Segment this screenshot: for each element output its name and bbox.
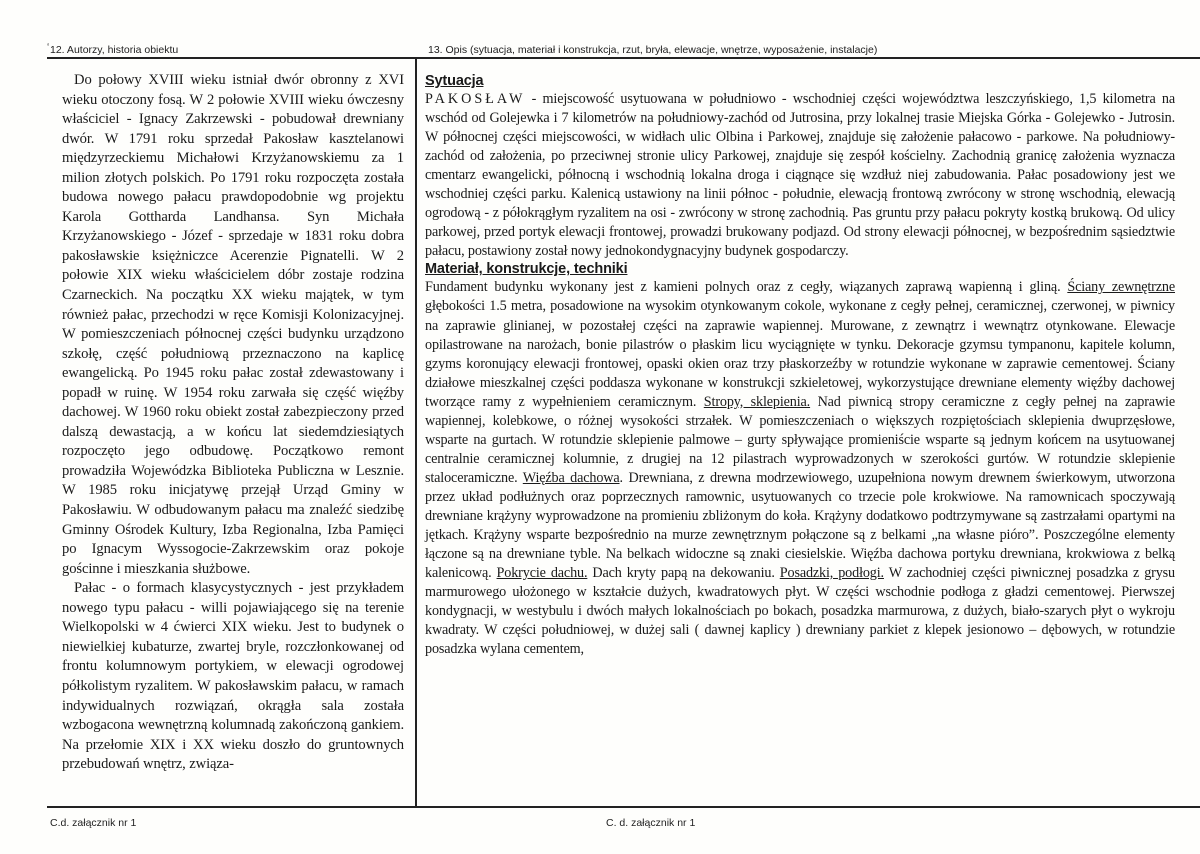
right-column-header: 13. Opis (sytuacja, materiał i konstrukcja, rzut, bryła, elewacje, wnętrze, wyposażenie, instalacje) [428, 44, 878, 56]
margin-mark: ‘ [47, 42, 50, 53]
walls-text: głębokości 1.5 metra, posadowione na wysokim otynkowanym cokole, wykonane z cegły pełnej, ceramicznej, czerwonej, w piwnicy na zaprawie glinianej, w pozostałej części na zaprawie wapiennej. Murowane, z zewnątrz i wewnątrz otynkowane. Elewacje opilastrowane na narożach, bonie pilastrów o płaskim licu wyciągnięte w tynku. Dekoracje gzymsu tympanonu, kapitele kolumn, gzyms koronujący elewacji frontowej, opaski okien oraz trzy płaskorzeźby w rotundzie wykonane w zaprawie cementowej. Ściany działowe mieszkalnej części poddasza wykonane w konstrukcji szkieletowej, wykorzystujące drewniane elementy więźby dachowej tworzące ramy z wypełnieniem ceramicznym. [425, 298, 1175, 410]
left-column-header: 12. Autorzy, historia obiektu [50, 44, 179, 56]
history-column [62, 71, 404, 775]
walls-label: Ściany zewnętrzne [1067, 279, 1175, 296]
description-column [425, 73, 1175, 659]
situation-text: - miejscowość usytuowana w południowo - wschodniej części województwa leszczyńskiego, 1,5 kilometra na wschód od Golejewka i 7 kilometrów na południowy-zachód od Jutrosina, przy lokalnej trasie Miejska Górka - Golejewko - Jutrosin. W północnej części miejscowości, w widłach ulic Olbina i Parkowej, znajduje się założenie pałacowo - parkowe. Na południowy-zachód od założenia, po przeciwnej stronie ulicy Parkowej, znajduje się zespół kościelny. Zachodnią granicę założenia wyznacza cmentarz ewangelicki, północną i wschodnią lokalna droga i ciągnące się wzdłuż niej zabudowania. Pałac posadowiony jest we wschodniej części parku. Kalenicą ustawiony na linii północ - południe, elewacją frontową zwrócony w stronę wschodnią, elewacją ogrodową - z półokrągłym ryzalitem na osi - zwrócony w stronę zachodnią. Pas gruntu przy pałacu pokryty kostką brukową. Od ulicy parkowej, przed portyk elewacji frontowej, prowadzi brukowany podjazd. Od strony elewacji północnej, w bezpośrednim sąsiedztwie pałacu, postawiony został nowy jednokondygnacyjny budynek gospodarczy. [425, 91, 1175, 260]
ceilings-text: Nad piwnicą stropy ceramiczne z cegły pełnej na zaprawie wapiennej, kolebkowe, o różnej wysokości strzałek. W pomieszczeniach o większych rozpiętościach sklepienia dwuprzęsłowe, wsparte na gurtach. W rotundzie sklepienie palmowe – gurty spływające promieniście wsparte są jednym końcem na usytuowanej centralnie ceramicznej kolumnie, z drugiej na 12 pilastrach wyprowadzonych w szerokości gurtów. W rotundzie sklepienie staloceramiczne. [425, 393, 1175, 486]
situation-heading: Sytuacja [425, 73, 484, 89]
roofing-text: Dach kryty papą na dekowaniu. [587, 565, 780, 582]
floors-text: W zachodniej części piwnicznej posadzka z grysu marmurowego ułożonego w kształcie dużych, kwadratowych płyt. W części wschodnie podłoga z gładzi cementowej. Pierwszej kondygnacji, w westybulu i dwóch małych lokalnościach po bokach, posadzka marmurowa, z dużych, biało-szarych płyt o wykroju kwadraty. W części południowej, w dużej sali ( dawnej kaplicy ) drewniany parkiet z klepek jesionowo – dębowych, w rotundzie posadzka wylana cementem, [425, 565, 1175, 658]
roof-truss-label: Więźba dachowa [522, 469, 620, 486]
materials-paragraph [425, 278, 1175, 659]
column-divider [415, 57, 417, 808]
ceilings-label: Stropy, sklepienia. [703, 393, 811, 410]
right-footer: C. d. załącznik nr 1 [606, 817, 696, 829]
top-divider [47, 57, 1200, 59]
situation-paragraph [425, 90, 1175, 261]
bottom-divider [47, 806, 1200, 808]
history-paragraph-2: Pałac - o formach klasycystycznych - jest przykładem nowego typu pałacu - willi pojawiającego się na terenie Wielkopolski w 4 ćwierci XIX wieku. Jest to budynek o niewielkiej kubaturze, zwartej bryle, rozczłonkowanej od frontu kolumnowym portykiem, w elewacji ogrodowej półkolistym ryzalitem. W pakosławskim pałacu, w ramach indywidualnych rozwiązań, okrągła sala została wzbogacona wewnętrzną kolumnadą zakończoną gankiem. Na przełomie XIX i XX wieku doszło do gruntownych przebudowań wnętrz, związa- [62, 580, 404, 773]
left-footer: C.d. załącznik nr 1 [50, 817, 137, 829]
floors-label: Posadzki, podłogi. [779, 565, 884, 582]
foundation-text: Fundament budynku wykonany jest z kamieni polnych oraz z cegły, wiązanych zaprawą wapienną i gliną. [425, 279, 1068, 296]
roofing-label: Pokrycie dachu. [496, 565, 588, 582]
materials-heading: Materiał, konstrukcje, techniki [425, 261, 628, 278]
history-paragraph-1: Do połowy XVIII wieku istniał dwór obronny z XVI wieku otoczony fosą. W 2 połowie XVIII wieku ówczesny właściciel - Ignacy Zakrzewski - pobudował drewniany dwór. W 1791 roku sprzedał Pakosław kasztelanowi międzyrzeckiemu Michałowi Krzyżanowskiemu za 1 milion złotych polskich. Po 1791 roku rozpoczęta została budowa nowego pałacu prawdopodobnie wg projektu Karola Gottharda Landhansa. Syn Michała Krzyżanowskiego - Józef - sprzedaje w 1831 roku dobra pakosławskie księżniczce Acerenzie Pignatelli. W 2 połowie XIX wieku właścicielem dóbr zostaje rodzina Czarneckich. Na początku XX wieku majątek, w tym również pałac, przechodzi w ręce Komisji Kolonizacyjnej. W pomieszczeniach północnej części budynku urządzono szkołę, część południową przeznaczono na kaplicę ewangelicką. Po 1945 roku pałac został zdewastowany i popadł w ruinę. W 1954 roku zarwała się część więźby dachowej. W 1960 roku obiekt został zabezpieczony przed dalszą dewastacją, a w końcu lat siedemdziesiątych rozpoczęto jego odbudowę. Początkowo remont prowadziła Wojewódzka Biblioteka Publiczna w Lesznie. W 1985 roku inicjatywę przejął Urząd Gminy w Pakosławiu. W odbudowanym pałacu ma znaleźć siedzibę Gminny Ośrodek Kultury, Izba Regionalna, Izba Pamięci po Ignacym Wyssogocie-Zakrzewskim oraz pokoje gościnne i mieszkania służbowe. [62, 72, 404, 577]
place-name: PAKOSŁAW [425, 91, 526, 107]
roof-truss-text: . Drewniana, z drewna modrzewiowego, uzupełniona nowym drewnem świerkowym, utworzona przez układ podłużnych oraz poprzecznych ramownic, usytuowanych co trzecie pole krokwiowe. Na ramownicach spoczywają drewniane krążyny wyprowadzone na promieniu zbliżonym do koła. Krążyny dodatkowo podtrzymywane są zastrzałami opartymi na jętkach. Krążyny wsparte bezpośrednio na murze zewnętrznym połączone są z belkami „na własne pióro”. Poszczególne elementy łączone są na drewniane tyble. Na belkach widoczne są znaki ciesielskie. Więźba dachowa portyku drewniana, krokwiowa z belką kalenicową. [425, 469, 1175, 582]
